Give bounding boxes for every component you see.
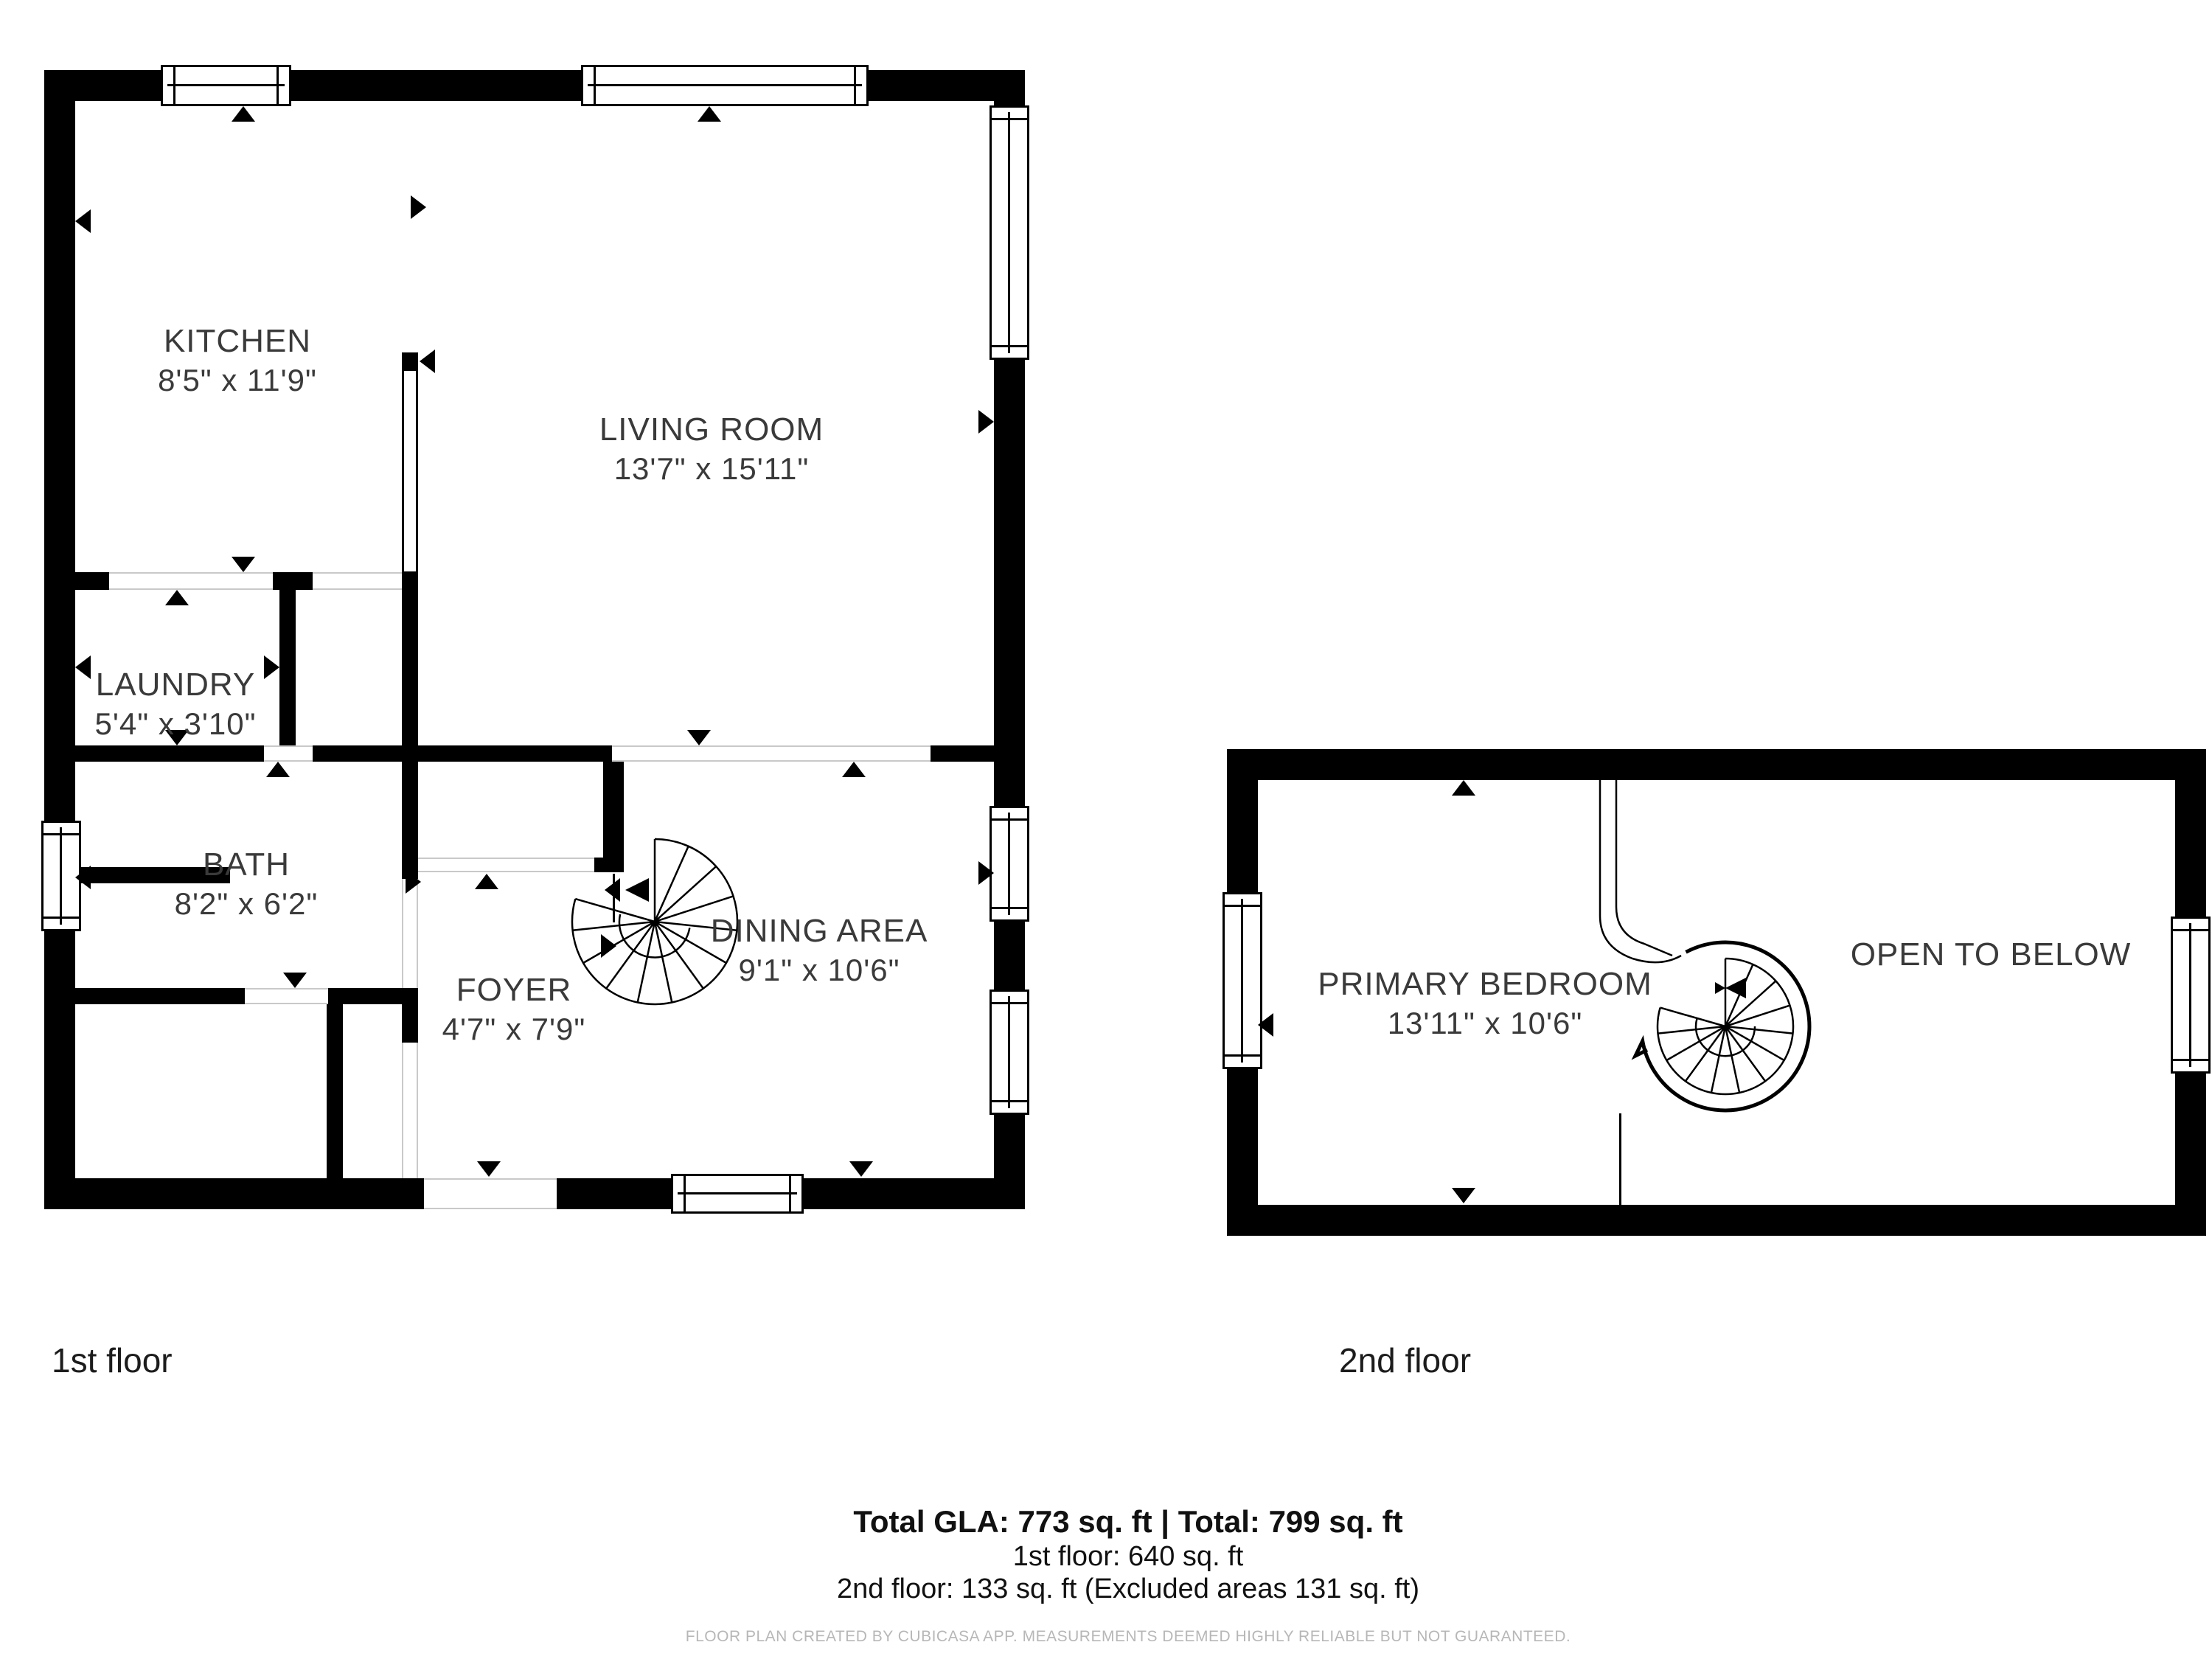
door-arrow-icon [165,590,189,605]
wall-laundry-top-block [273,572,313,590]
room-name: DINING AREA [710,913,928,949]
window [161,65,291,106]
room-name: BATH [202,846,291,883]
window [990,806,1029,922]
door-arrow-icon [978,861,994,885]
glass-partition [402,369,418,574]
door-arrow-icon [842,762,866,777]
door-arrow-icon [75,655,91,679]
room-label-living-room [599,410,824,488]
room-name: OPEN TO BELOW [1850,936,2132,973]
room-label-primary-bedroom [1318,964,1652,1043]
window [2171,917,2211,1074]
wall-laundry-top-stub [75,572,109,590]
room-dimensions: 8'5" x 11'9" [158,363,317,397]
room-name: KITCHEN [163,323,312,359]
passage-opening [612,745,931,762]
door-opening [402,879,418,988]
window [671,1174,804,1214]
wall-exterior-bottom [1227,1205,2206,1236]
room-dimensions: 4'7" x 7'9" [442,1012,586,1046]
room-label-bath [175,845,319,923]
room-label-laundry [95,665,257,743]
room-dimensions: 13'7" x 15'11" [613,451,810,486]
room-label-kitchen [158,321,317,400]
door-arrow-icon [232,557,255,572]
wall-partition-cap [402,352,418,370]
door-arrow-icon [698,106,721,122]
room-dimensions: 9'1" x 10'6" [738,953,900,987]
room-name: PRIMARY BEDROOM [1318,966,1652,1002]
wall-bath-bottom-left [75,988,245,1004]
room-dimensions: 8'2" x 6'2" [174,886,319,921]
wall-partition [402,572,418,879]
second-floor-area-text: 2nd floor: 133 sq. ft (Excluded areas 131 sq. ft) [836,1573,1419,1604]
window [581,65,869,106]
door-arrow-icon [477,1161,501,1177]
door-arrow-icon [75,866,91,889]
door-arrow-icon [475,874,498,889]
door-arrow-icon [978,410,994,434]
room-name: LIVING ROOM [599,411,824,448]
door-arrow-icon [420,349,435,373]
room-label-dining-area [711,911,928,990]
door-arrow-icon [849,1161,873,1177]
floor-label-2nd: 2nd floor [1339,1341,1472,1380]
door-arrow-icon [232,106,255,122]
first-floor-area-text: 1st floor: 640 sq. ft [1012,1541,1244,1572]
wall-closet-right [327,1004,343,1178]
door-arrow-icon [1452,780,1475,796]
window [990,105,1029,360]
door-arrow-icon [75,209,91,233]
wall-dining-stub [931,745,994,762]
room-dimensions: 13'11" x 10'6" [1387,1006,1583,1040]
wall-bath-top-right [313,745,612,762]
door-arrow-icon [411,195,426,219]
door-opening [402,1043,418,1178]
room-label-foyer [442,970,586,1048]
door-arrow-icon [266,762,290,777]
door-arrow-icon [283,973,307,988]
front-door-opening [424,1178,557,1209]
door-opening [109,572,273,590]
disclaimer-text: FLOOR PLAN CREATED BY CUBICASA APP. MEASUREMENTS DEEMED HIGHLY RELIABLE BUT NOT GUARANTEED. [685,1628,1571,1645]
room-dimensions: 5'4" x 3'10" [94,706,257,741]
room-name: FOYER [456,972,572,1008]
wall-exterior-left [44,70,75,1209]
door-arrow-icon [1258,1013,1273,1037]
door-opening [245,988,328,1004]
wall-laundry-right [279,590,296,747]
wall-bath-bottom-right [328,988,418,1004]
room-name: LAUNDRY [95,667,256,703]
door-opening [264,745,313,762]
door-arrow-icon [264,655,279,679]
door-opening [313,572,402,590]
door-arrow-icon [1452,1188,1475,1203]
window [990,990,1029,1115]
door-arrow-icon [406,870,421,894]
floor-label-1st: 1st floor [52,1341,173,1380]
wall-laundry-bath-left [75,745,264,762]
window [1222,892,1262,1069]
door-arrow-icon [687,730,711,745]
total-area-text: Total GLA: 773 sq. ft | Total: 799 sq. ft [853,1504,1403,1539]
room-label-open-to-below [1851,935,2132,975]
